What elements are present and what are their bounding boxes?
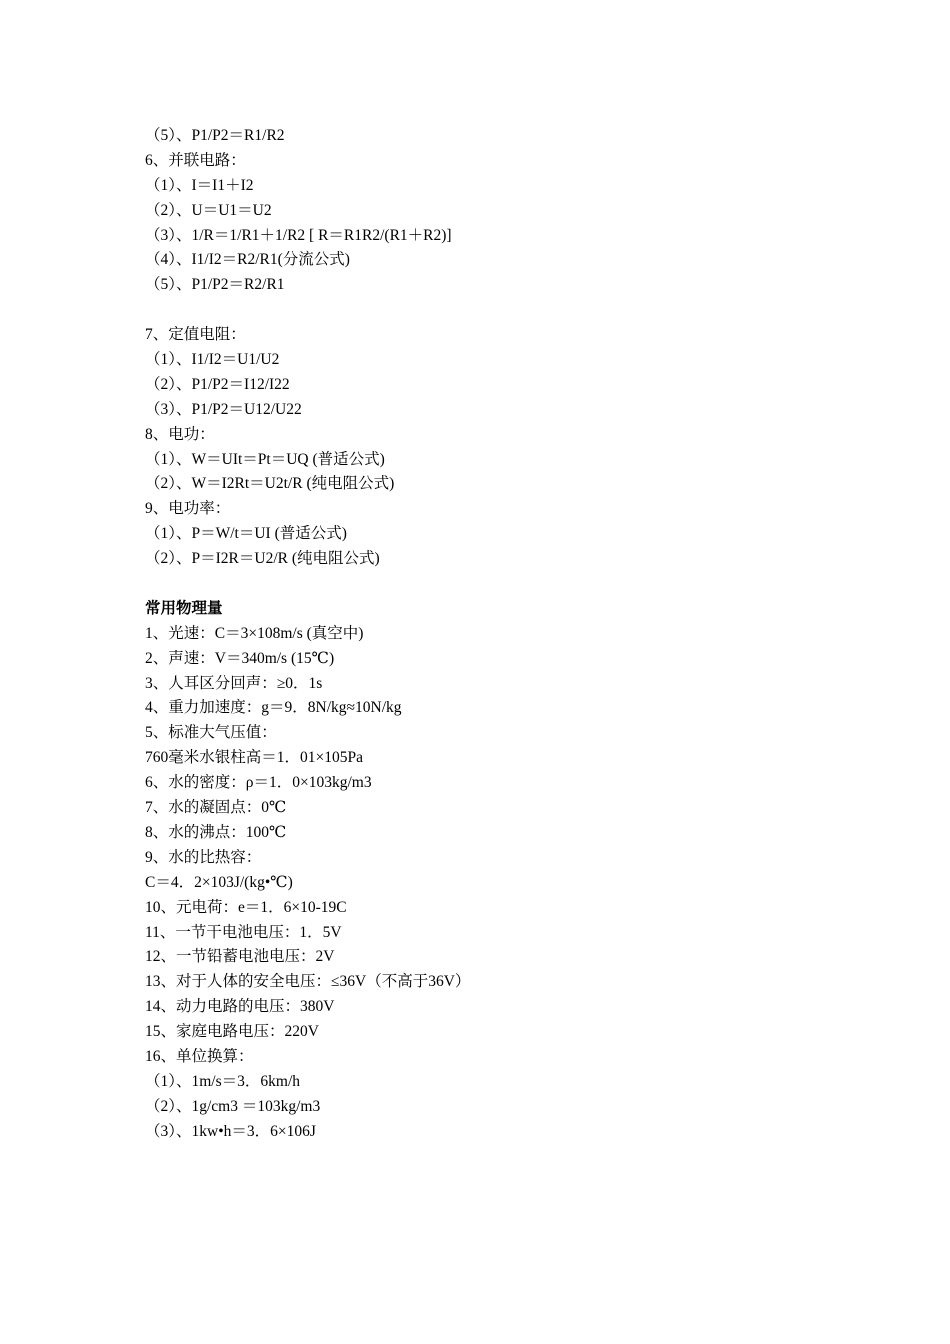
text-line: 16、单位换算： bbox=[145, 1047, 254, 1065]
text-line: 5、标准大气压值： bbox=[145, 724, 277, 742]
text-line: （1）、W＝UIt＝Pt＝UQ (普适公式) bbox=[145, 450, 385, 468]
section-heading: 常用物理量 bbox=[145, 599, 223, 617]
text-line: （3）、1/R＝1/R1＋1/R2 [ R＝R1R2/(R1＋R2)] bbox=[145, 226, 452, 244]
text-line: （4）、I1/I2＝R2/R1(分流公式) bbox=[145, 251, 350, 269]
text-line: C＝4．2×103J/(kg•℃) bbox=[145, 873, 293, 891]
text-line: （5）、P1/P2＝R1/R2 bbox=[145, 127, 285, 144]
text-line: 6、水的密度：ρ＝1．0×103kg/m3 bbox=[145, 774, 372, 792]
text-line: （2）、P＝I2R＝U2/R (纯电阻公式) bbox=[145, 550, 380, 568]
text-line: 9、水的比热容： bbox=[145, 848, 262, 866]
blank-line bbox=[145, 298, 845, 323]
text-line: 9、电功率： bbox=[145, 500, 231, 518]
text-line: 14、动力电路的电压：380V bbox=[145, 998, 335, 1016]
text-line: （5）、P1/P2＝R2/R1 bbox=[145, 276, 285, 294]
text-line: 7、定值电阻： bbox=[145, 326, 246, 344]
text-line: （2）、W＝I2Rt＝U2t/R (纯电阻公式) bbox=[145, 475, 395, 493]
text-line: 3、人耳区分回声：≥0．1s bbox=[145, 674, 323, 692]
text-line: 2、声速：V＝340m/s (15℃) bbox=[145, 649, 335, 667]
text-line: 10、元电荷：e＝1．6×10-19C bbox=[145, 898, 347, 916]
text-line: 15、家庭电路电压：220V bbox=[145, 1023, 319, 1041]
text-line: 4、重力加速度：g＝9．8N/kg≈10N/kg bbox=[145, 699, 402, 717]
blank-line bbox=[145, 572, 845, 597]
text-line: 1、光速：C＝3×108m/s (真空中) bbox=[145, 624, 364, 642]
text-line: 11、一节干电池电压：1．5V bbox=[145, 923, 342, 941]
text-line: （1）、I1/I2＝U1/U2 bbox=[145, 351, 280, 369]
text-line: 7、水的凝固点：0℃ bbox=[145, 799, 287, 817]
text-line: （1）、P＝W/t＝UI (普适公式) bbox=[145, 525, 347, 543]
text-line: 8、水的沸点：100℃ bbox=[145, 823, 287, 841]
text-line: （3）、1kw•h＝3．6×106J bbox=[145, 1122, 316, 1140]
text-line: 760毫米水银柱高＝1．01×105Pa bbox=[145, 749, 363, 767]
text-line: 8、电功： bbox=[145, 425, 215, 443]
text-line: （2）、U＝U1＝U2 bbox=[145, 201, 272, 219]
document-body bbox=[145, 124, 845, 1145]
text-line: （2）、P1/P2＝I12/I22 bbox=[145, 375, 290, 393]
text-line: 6、并联电路： bbox=[145, 151, 246, 169]
text-line: （3）、P1/P2＝U12/U22 bbox=[145, 400, 302, 418]
text-line: 12、一节铅蓄电池电压：2V bbox=[145, 948, 335, 966]
text-line: （2）、1g/cm3 ＝103kg/m3 bbox=[145, 1097, 321, 1115]
text-line: （1）、I＝I1＋I2 bbox=[145, 176, 254, 194]
text-line: 13、对于人体的安全电压：≤36V（不高于36V） bbox=[145, 973, 471, 991]
text-line: （1）、1m/s＝3．6km/h bbox=[145, 1072, 301, 1090]
